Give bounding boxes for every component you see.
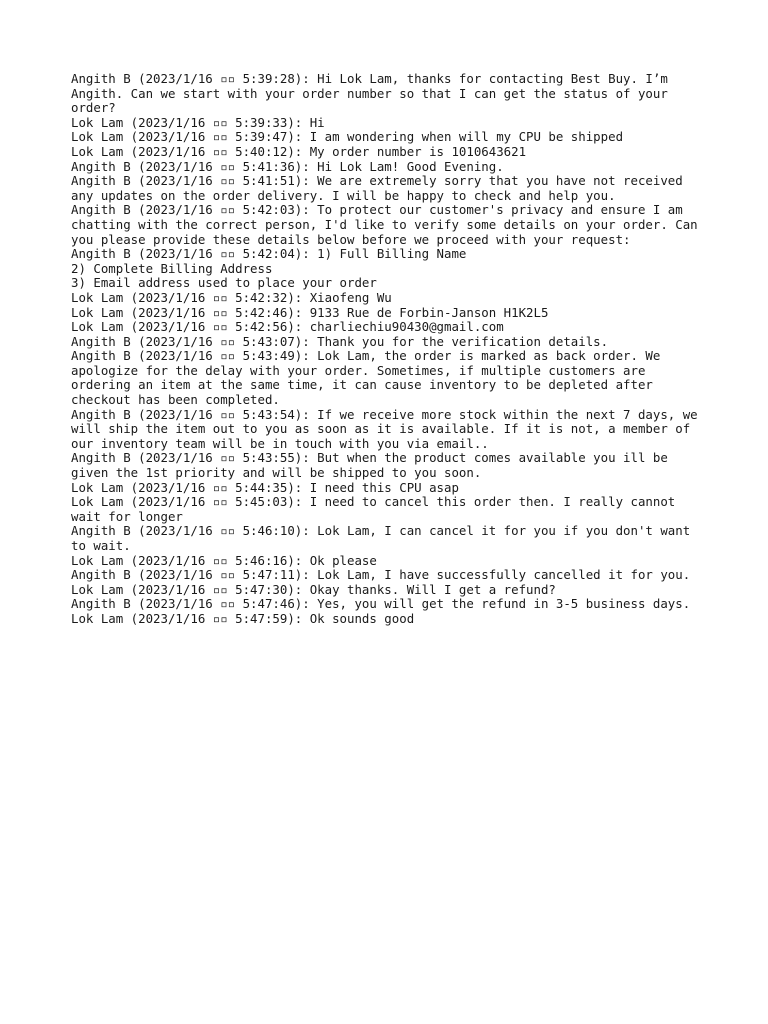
transcript-line: Angith B (2023/1/16 ▫▫ 5:41:51): We are extremely sorry that you have not received any updates on the order delivery. I will be happy to check and help you. bbox=[71, 173, 691, 203]
transcript-line: Lok Lam (2023/1/16 ▫▫ 5:47:59): Ok sounds good bbox=[71, 610, 415, 626]
transcript-line: Angith B (2023/1/16 ▫▫ 5:42:04): 1) Full Billing Name bbox=[71, 246, 467, 262]
transcript-line: Angith B (2023/1/16 ▫▫ 5:43:07): Thank you for the verification details. bbox=[71, 333, 609, 349]
transcript-line: Lok Lam (2023/1/16 ▫▫ 5:40:12): My order number is 1010643621 bbox=[71, 143, 527, 159]
transcript-line: Angith B (2023/1/16 ▫▫ 5:43:54): If we receive more stock within the next 7 days, we will ship the item out to you as soon as it is available. If it is not, a member of our inventory team will be in touch with you via email.. bbox=[71, 406, 706, 451]
transcript-line: Angith B (2023/1/16 ▫▫ 5:47:46): Yes, you will get the refund in 3-5 business days. bbox=[71, 596, 691, 612]
transcript-line: Lok Lam (2023/1/16 ▫▫ 5:42:46): 9133 Rue de Forbin-Janson H1K2L5 bbox=[71, 304, 549, 320]
transcript-line: Angith B (2023/1/16 ▫▫ 5:39:28): Hi Lok Lam, thanks for contacting Best Buy. I’m Angith. Can we start with your order number so that I can get the status of your order? bbox=[71, 71, 676, 116]
transcript-line: Angith B (2023/1/16 ▫▫ 5:42:03): To protect our customer's privacy and ensure I am chatting with the correct person, I'd like to verify some details on your order. Can you please provide these details below before we proceed with your request: bbox=[71, 202, 706, 247]
transcript-line: Lok Lam (2023/1/16 ▫▫ 5:42:56): charliechiu90430@gmail.com bbox=[71, 319, 504, 335]
transcript-line: Lok Lam (2023/1/16 ▫▫ 5:39:47): I am wondering when will my CPU be shipped bbox=[71, 129, 624, 145]
transcript-line: 3) Email address used to place your order bbox=[71, 275, 377, 291]
chat-transcript bbox=[71, 72, 711, 627]
transcript-line: Angith B (2023/1/16 ▫▫ 5:43:49): Lok Lam, the order is marked as back order. We apologize for the delay with your order. Sometimes, if multiple customers are ordering an item at the same time, it can cause inventory to be depleted after checkout has been completed. bbox=[71, 348, 668, 408]
transcript-line: Lok Lam (2023/1/16 ▫▫ 5:42:32): Xiaofeng Wu bbox=[71, 289, 392, 305]
transcript-line: Angith B (2023/1/16 ▫▫ 5:41:36): Hi Lok Lam! Good Evening. bbox=[71, 158, 504, 174]
transcript-line: Angith B (2023/1/16 ▫▫ 5:47:11): Lok Lam, I have successfully cancelled it for you. bbox=[71, 567, 691, 583]
transcript-line: Lok Lam (2023/1/16 ▫▫ 5:45:03): I need to cancel this order then. I really cannot wait for longer bbox=[71, 494, 683, 524]
transcript-line: 2) Complete Billing Address bbox=[71, 260, 273, 276]
transcript-line: Lok Lam (2023/1/16 ▫▫ 5:39:33): Hi bbox=[71, 114, 325, 130]
transcript-line: Angith B (2023/1/16 ▫▫ 5:46:10): Lok Lam, I can cancel it for you if you don't want to wait. bbox=[71, 523, 698, 553]
transcript-line: Angith B (2023/1/16 ▫▫ 5:43:55): But when the product comes available you ill be given the 1st priority and will be shipped to you soon. bbox=[71, 450, 676, 481]
transcript-line: Lok Lam (2023/1/16 ▫▫ 5:47:30): Okay thanks. Will I get a refund? bbox=[71, 581, 556, 597]
transcript-line: Lok Lam (2023/1/16 ▫▫ 5:44:35): I need this CPU asap bbox=[71, 479, 459, 495]
transcript-line: Lok Lam (2023/1/16 ▫▫ 5:46:16): Ok please bbox=[71, 552, 377, 568]
